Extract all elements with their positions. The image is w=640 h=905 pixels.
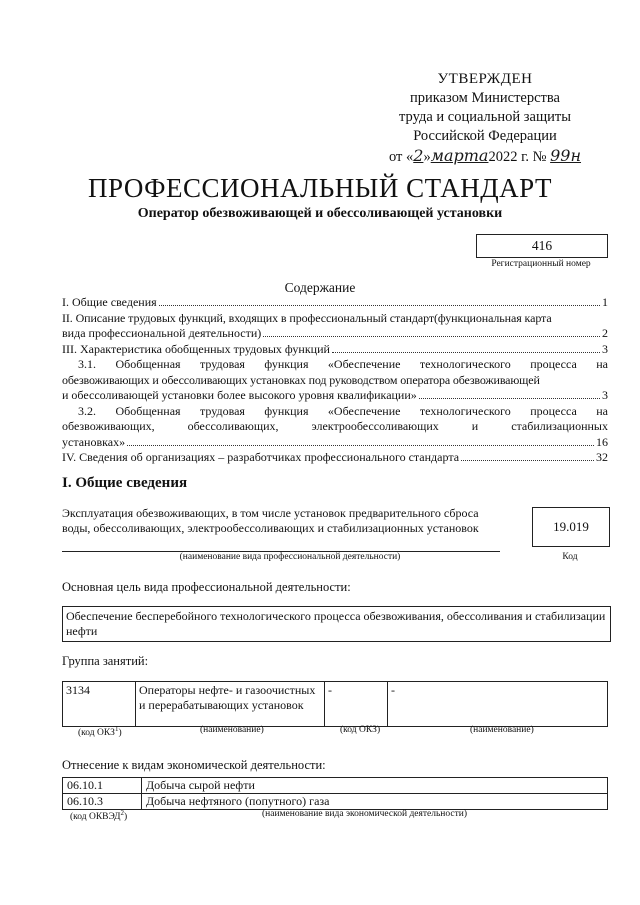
toc-leader <box>461 460 594 461</box>
order-number: 99н <box>550 146 582 165</box>
footnote-mark: 2 <box>120 809 124 817</box>
occ-caption-code-text: (код ОКЗ <box>78 728 115 739</box>
footnote-mark: 1 <box>114 725 119 733</box>
toc-leader <box>159 305 600 306</box>
okved-code-cell: 06.10.1 <box>63 778 142 794</box>
okved-code-cell: 06.10.3 <box>63 794 142 810</box>
toc-leader <box>127 445 594 446</box>
document-subtitle: Оператор обезвоживающей и обессоливающей установки <box>137 206 503 221</box>
okved-caption-name: (наименование вида экономической деятельности) <box>262 809 467 819</box>
table-of-contents <box>62 295 608 466</box>
approval-date-line <box>360 146 610 167</box>
section-1-title: I. Общие сведения <box>62 475 188 491</box>
toc-leader <box>419 398 600 399</box>
toc-item-1-page: 1 <box>602 295 608 309</box>
activity-code-caption: Код <box>562 552 578 562</box>
okved-caption-code <box>70 809 127 822</box>
toc-item-3[interactable] <box>62 342 608 358</box>
toc-item-31-line2[interactable]: обезвоживающих и обессоливающих установках под руководством оператора обезвоживающей <box>62 372 540 387</box>
okved-label: Отнесение к видам экономической деятельности: <box>62 758 326 772</box>
toc-item-32-text: установках» <box>62 434 126 449</box>
toc-item-4[interactable] <box>62 450 608 466</box>
occ-caption-name-2: (наименование) <box>470 725 534 735</box>
occ-caption-code-end: ) <box>118 728 122 739</box>
activity-caption: (наименование вида профессиональной деятельности) <box>179 552 401 562</box>
table-row <box>63 778 608 794</box>
occ-caption-code-2: (код ОКЗ) <box>340 725 381 735</box>
okved-table <box>62 777 608 810</box>
toc-leader <box>263 336 600 337</box>
table-row <box>63 794 608 810</box>
registration-number-box: 416 <box>476 234 608 258</box>
date-day: 2 <box>413 146 424 165</box>
registration-number-label: Регистрационный номер <box>491 259 591 269</box>
date-year: 2022 г. № <box>488 149 547 165</box>
occupation-group-label: Группа занятий: <box>62 654 149 668</box>
approval-country-line: Российской Федерации <box>413 128 557 144</box>
toc-title: Содержание <box>284 280 356 295</box>
toc-item-32-page: 16 <box>596 434 608 449</box>
activity-code-box: 19.019 <box>532 507 610 547</box>
activity-name: Эксплуатация обезвоживающих, в том числе установок предварительного сброса воды, обессоливающих, электрообессоливающих и стабилизационных установок <box>62 506 479 535</box>
occ-caption-code <box>78 725 122 738</box>
toc-item-32[interactable] <box>62 435 608 451</box>
toc-item-31[interactable] <box>62 388 608 404</box>
toc-item-31-line1[interactable]: 3.1. Обобщенная трудовая функция «Обеспечение технологического процесса на <box>78 357 608 371</box>
occupation-code-cell-2: - <box>325 682 388 727</box>
approval-heading: УТВЕРЖДЕН <box>437 71 533 87</box>
toc-item-2[interactable] <box>62 326 608 342</box>
okved-caption-code-end: ) <box>123 812 128 823</box>
occupation-code-cell: 3134 <box>63 682 136 727</box>
toc-item-1-text: I. Общие сведения <box>62 295 157 309</box>
toc-item-3-page: 3 <box>602 341 608 356</box>
toc-leader <box>332 352 600 353</box>
toc-item-32-line2[interactable]: обезвоживающих, обессоливающих, электрообессоливающих и стабилизационных <box>62 419 608 433</box>
document-title: ПРОФЕССИОНАЛЬНЫЙ СТАНДАРТ <box>87 173 553 203</box>
toc-item-31-text: и обессоливающей установки более высокого уровня квалификации» <box>62 388 417 402</box>
approval-block <box>360 70 610 167</box>
okved-caption-code-text: (код ОКВЭД <box>70 812 121 823</box>
table-row <box>63 682 608 727</box>
occupation-table <box>62 681 608 727</box>
okved-name-cell: Добыча нефтяного (попутного) газа <box>142 794 608 810</box>
date-month: марта <box>430 146 489 165</box>
goal-box: Обеспечение бесперебойного технологического процесса обезвоживания, обессоливания и стабилизации нефти <box>62 606 611 642</box>
toc-item-31-page: 3 <box>602 388 608 402</box>
approval-ministry-line: труда и социальной защиты <box>399 109 571 125</box>
toc-item-32-line1[interactable]: 3.2. Обобщенная трудовая функция «Обеспечение технологического процесса на <box>78 403 608 418</box>
date-prefix: от « <box>388 149 414 165</box>
occupation-name-cell: Операторы нефте- и газоочистных и перерабатывающих установок <box>136 682 325 727</box>
toc-item-1[interactable] <box>62 295 608 311</box>
toc-item-2-text: вида профессиональной деятельности) <box>62 326 262 340</box>
toc-item-3-text: III. Характеристика обобщенных трудовых функций <box>62 341 330 356</box>
goal-label: Основная цель вида профессиональной деятельности: <box>62 580 351 594</box>
approval-order-line: приказом Министерства <box>410 90 560 106</box>
toc-item-4-page: 32 <box>596 450 608 464</box>
toc-item-2-page: 2 <box>602 326 608 340</box>
toc-item-4-text: IV. Сведения об организациях – разработчиках профессионального стандарта <box>62 450 460 464</box>
okved-name-cell: Добыча сырой нефти <box>142 778 608 794</box>
occupation-name-cell-2: - <box>388 682 608 727</box>
toc-item-2-line1[interactable]: II. Описание трудовых функций, входящих в профессиональный стандарт(функциональная карта <box>62 310 552 325</box>
occ-caption-name: (наименование) <box>200 725 264 735</box>
date-sep: » <box>423 149 431 165</box>
